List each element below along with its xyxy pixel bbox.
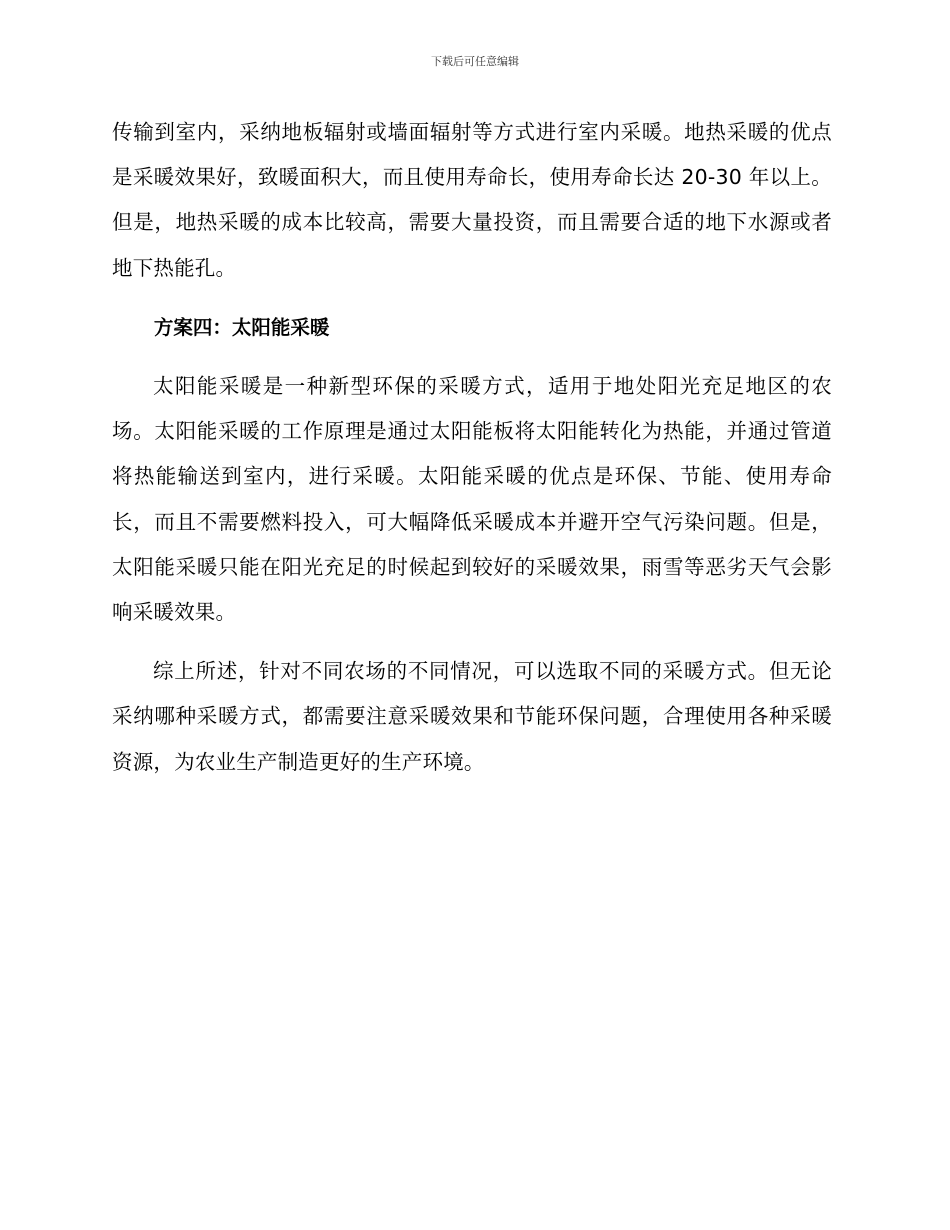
paragraph-geothermal-continued: 传输到室内，采纳地板辐射或墙面辐射等方式进行室内采暖。地热采暖的优点是采暖效果好，致暖面积大，而且使用寿命长，使用寿命长达 20-30 年以上。但是，地热采暖的成本比较高，需要大量投资，而且需要合适的地下水源或者地下热能孔。 [112,120,832,280]
page-header: 下载后可任意编辑 [431,55,519,68]
paragraph-solar-heating: 太阳能采暖是一种新型环保的采暖方式，适用于地处阳光充足地区的农场。太阳能采暖的工作原理是通过太阳能板将太阳能转化为热能，并通过管道将热能输送到室内，进行采暖。太阳能采暖的优点是环保、节能、使用寿命长，而且不需要燃料投入，可大幅降低采暖成本并避开空气污染问题。但是，太阳能采暖只能在阳光充足的时候起到较好的采暖效果，雨雪等恶劣天气会影响采暖效果。 [112,374,832,625]
document-body [112,110,832,785]
paragraph-summary: 综上所述，针对不同农场的不同情况，可以选取不同的采暖方式。但无论采纳哪种采暖方式，都需要注意采暖效果和节能环保问题，合理使用各种采暖资源，为农业生产制造更好的生产环境。 [112,659,832,774]
section-heading-solar: 方案四：太阳能采暖 [153,315,330,339]
